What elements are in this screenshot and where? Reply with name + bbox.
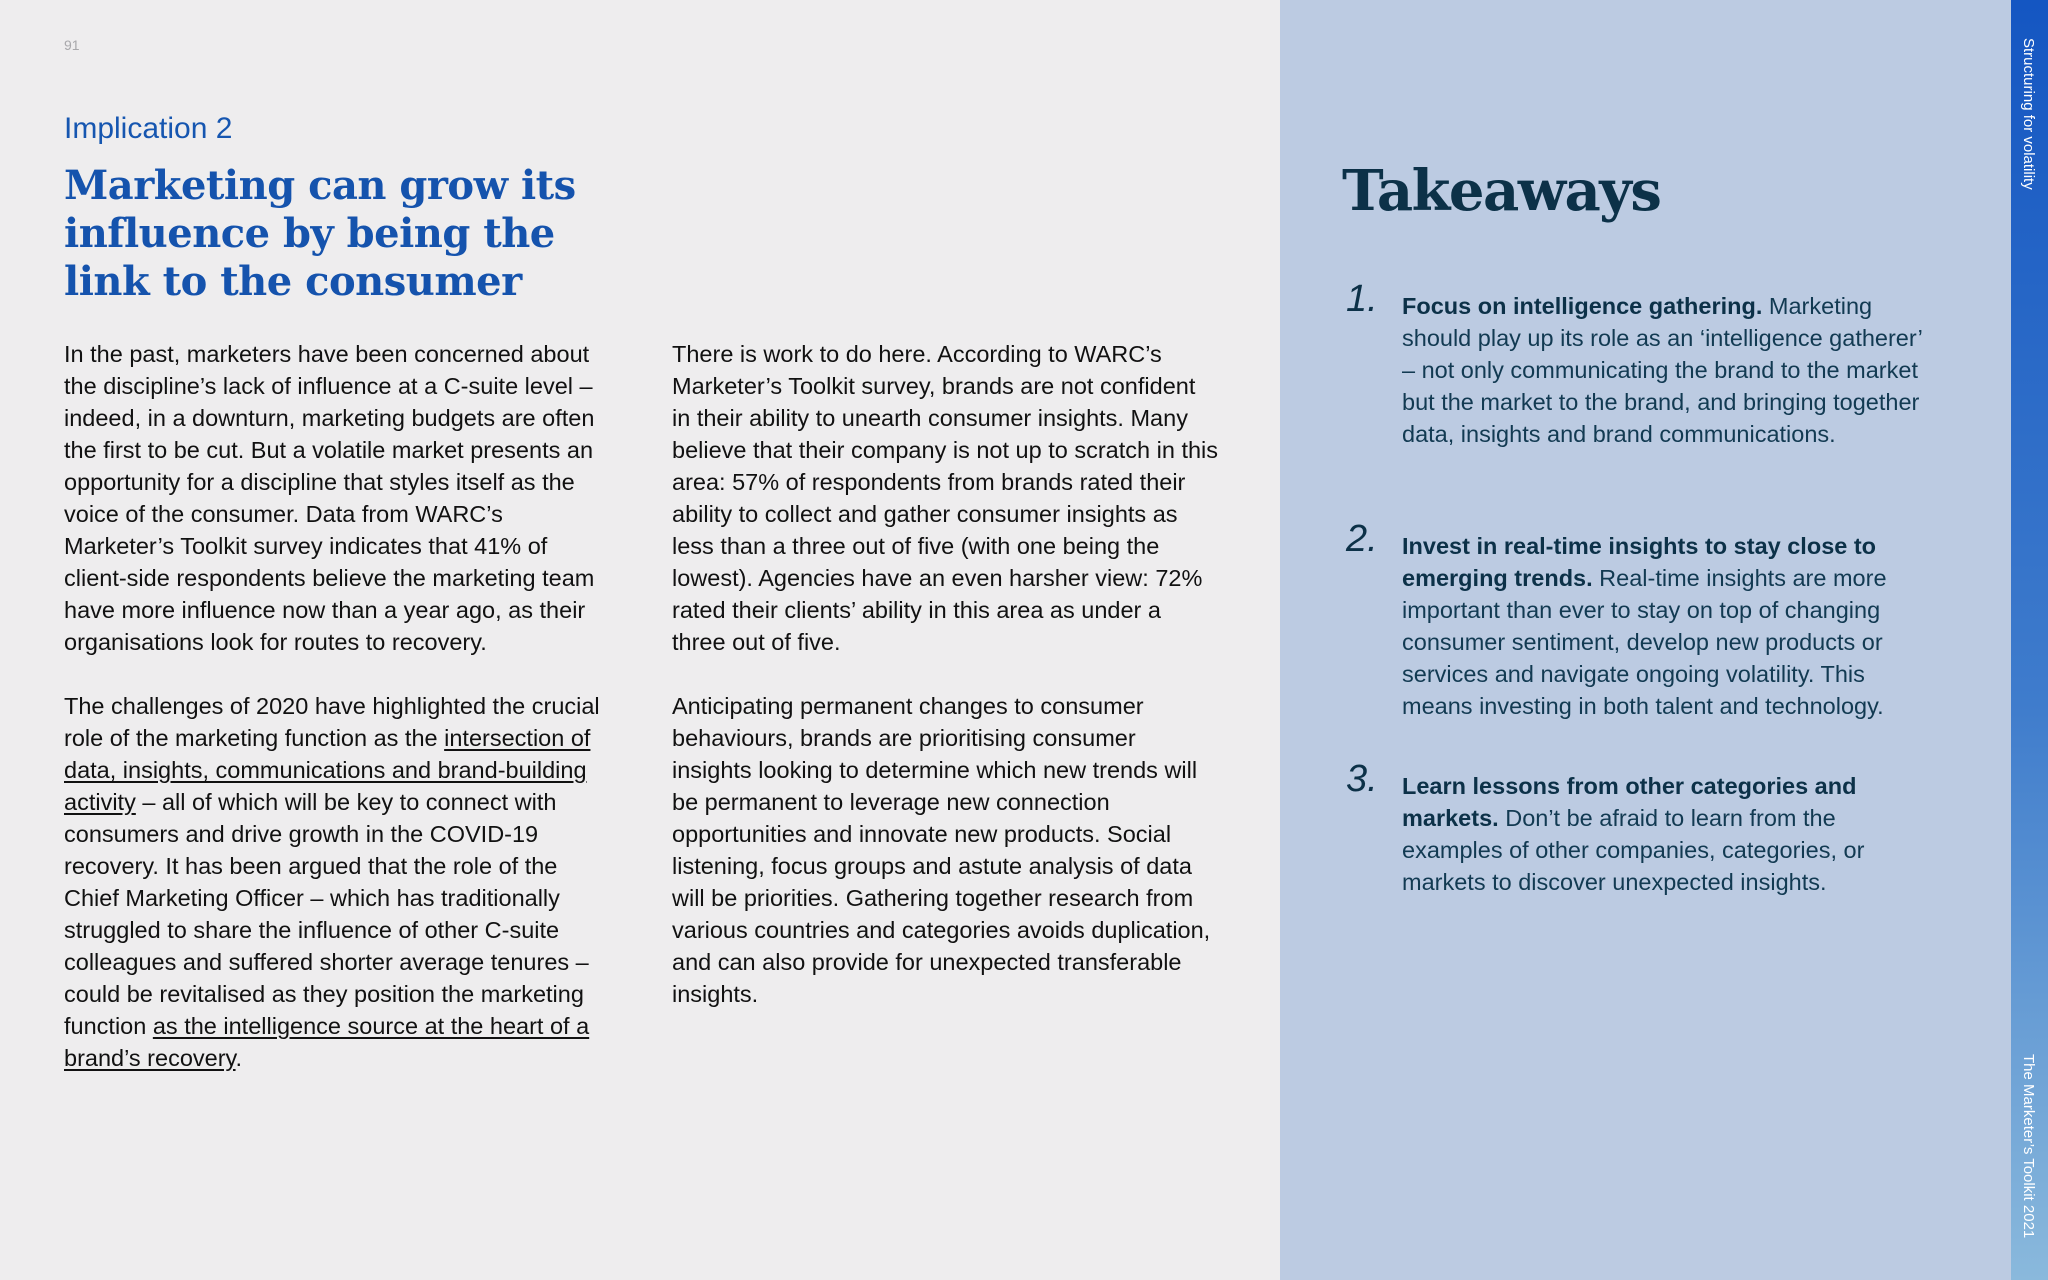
takeaway-number: 2. xyxy=(1346,518,1378,560)
paragraph xyxy=(64,690,612,1074)
takeaway-heading: Learn lessons from other categories and markets. xyxy=(1402,773,1857,831)
publication-label: The Marketer’s Toolkit 2021 xyxy=(2020,1054,2037,1239)
takeaway-text xyxy=(1402,290,1922,450)
paragraph-text: . xyxy=(235,1045,243,1071)
intelligence-source-link[interactable]: as the intelligence source at the heart of a brand’s recovery xyxy=(64,1013,590,1071)
paragraph: In the past, marketers have been concerned about the discipline’s lack of influence at a C-suite level – indeed, in a downturn, marketing budgets are often the first to be cut. But a volatile market presents an opportunity for a discipline that styles itself as the voice of the consumer. Data from WARC’s Marketer’s Toolkit survey indicates that 41% of client-side respondents believe the marketing team have more influence now than a year ago, as their organisations look for routes to recovery. xyxy=(64,341,595,655)
paragraph: There is work to do here. According to WARC’s Marketer’s Toolkit survey, brands are not confident in their ability to unearth consumer insights. Many believe that their company is not up to scratch in this area: 57% of respondents from brands rated their ability to collect and gather consumer insights as less than a three out of five (with one being the lowest). Agencies have an even harsher view: 72% rated their clients’ ability in this area as under a three out of five. xyxy=(672,341,1219,655)
takeaway-heading: Focus on intelligence gathering. xyxy=(1402,293,1763,319)
paragraph-text: The challenges of 2020 have highlighted the crucial role of the marketing function as the xyxy=(64,693,600,751)
page-headline: Marketing can grow its influence by being the link to the consumer xyxy=(64,162,576,305)
takeaway-text xyxy=(1402,530,1922,722)
paragraph-text: – all of which will be key to connect with consumers and drive growth in the COVID-19 recovery. It has been argued that the role of the Chief Marketing Officer – which has traditionally struggled to share the influence of other C-suite colleagues and suffered shorter average tenures – could be revitalised as they position the marketing function xyxy=(64,789,589,1039)
takeaway-text xyxy=(1402,770,1922,898)
takeaway-body: Don’t be afraid to learn from the examples of other companies, categories, or markets to discover unexpected insights. xyxy=(1402,805,1865,895)
side-section-bar xyxy=(2011,0,2048,1280)
left-text-column xyxy=(64,338,612,1106)
implication-kicker: Implication 2 xyxy=(64,112,233,145)
paragraph: Anticipating permanent changes to consumer behaviours, brands are prioritising consumer insights looking to determine which new trends will be permanent to leverage new connection opportunities and innovate new products. Social listening, focus groups and astute analysis of data will be priorities. Gathering together research from various countries and categories avoids duplication, and can also provide for unexpected transferable insights. xyxy=(672,693,1211,1007)
right-text-column xyxy=(672,338,1220,1042)
takeaway-number: 1. xyxy=(1346,278,1378,320)
takeaways-panel xyxy=(1280,0,2011,1280)
takeaway-heading: Invest in real-time insights to stay close to emerging trends. xyxy=(1402,533,1877,591)
section-label: Structuring for volatility xyxy=(2020,38,2037,190)
takeaways-title: Takeaways xyxy=(1342,158,1661,224)
takeaway-number: 3. xyxy=(1346,758,1378,800)
takeaway-body: Marketing should play up its role as an ‘intelligence gatherer’ – not only communicating the brand to the market but the market to the brand, and bringing together data, insights and brand communications. xyxy=(1402,293,1922,447)
takeaway-body: Real-time insights are more important than ever to stay on top of changing consumer sentiment, develop new products or services and navigate ongoing volatility. This means investing in both talent and technology. xyxy=(1402,565,1887,719)
intersection-link[interactable]: intersection of data, insights, communications and brand-building activity xyxy=(64,725,591,815)
page-number: 91 xyxy=(64,37,80,53)
